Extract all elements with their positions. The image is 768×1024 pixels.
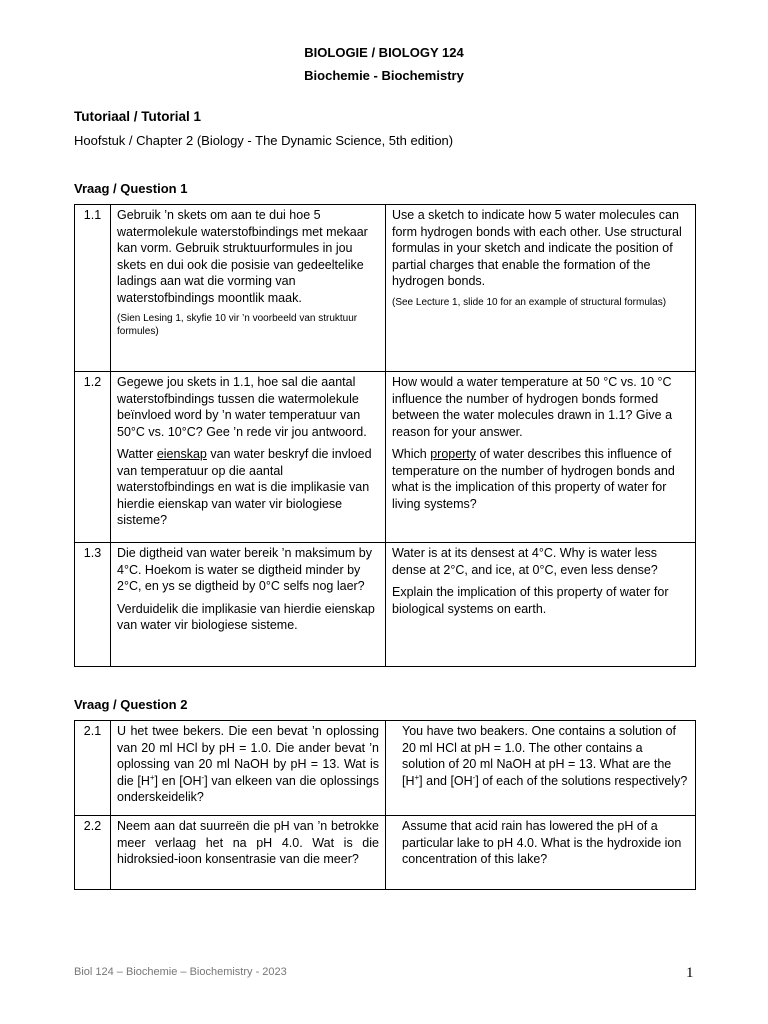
table-row (75, 543, 696, 667)
course-title: BIOLOGIE / BIOLOGY 124 (304, 45, 464, 60)
question-2-heading: Vraag / Question 2 (74, 697, 188, 712)
english-text: Water is at its densest at 4°C. Why is water less dense at 2°C, and ice, at 0°C, even less dense? (392, 546, 658, 577)
question-1-table (74, 204, 696, 667)
page-number: 1 (686, 965, 694, 981)
afrikaans-cell (111, 372, 386, 543)
chapter-reference: Hoofstuk / Chapter 2 (Biology - The Dynamic Science, 5th edition) (74, 133, 454, 148)
table-row (75, 721, 696, 816)
english-cell (386, 543, 696, 667)
afrikaans-text: Watter eienskap van water beskryf die invloed van temperatuur op die aantal waterstofbindings en wat is die implikasie van hierdie eienskap van water vir biologiese sisteme? (117, 447, 372, 527)
afrikaans-text: Gegewe jou skets in 1.1, hoe sal die aantal waterstofbindings tussen die watermolekule beïnvloed word by ’n water temperatuur van 50°C vs. 10°C? Gee ’n rede vir jou antwoord. (117, 375, 367, 439)
afrikaans-text: Die digtheid van water bereik ’n maksimum by 4°C. Hoekom is water se digtheid minder by 2°C, en ys se digtheid by 0°C selfs nog laer? (117, 546, 372, 593)
english-text: Use a sketch to indicate how 5 water molecules can form hydrogen bonds with each other. Use structural formulas in your sketch and indicate the position of partial charges that enable the formation of the hydrogen bonds. (392, 208, 682, 288)
footer-text: Biol 124 – Biochemie – Biochemistry - 2023 (74, 966, 287, 978)
english-cell (386, 205, 696, 372)
tutorial-title: Tutoriaal / Tutorial 1 (74, 109, 202, 124)
afrikaans-cell (111, 543, 386, 667)
table-row (75, 816, 696, 890)
afrikaans-text: Gebruik ’n skets om aan te dui hoe 5 watermolekule waterstofbindings met mekaar kan vorm. Gebruik struktuurformules in jou skets en dui ook die posisie van gedeeltelike ladings aan wat die vorming van waterstofbindings moontlik maak. (117, 208, 368, 305)
afrikaans-cell: U het twee bekers. Die een bevat ’n oplossing van 20 ml HCl by pH = 1.0. Die ander bevat ’n oplossing van 20 ml NaOH by pH = 13. Wat is die [H+] en [OH-] van elkeen van die oplossings onderskeidelik? (111, 721, 386, 816)
afrikaans-note: (Sien Lesing 1, skyfie 10 vir ’n voorbeeld van struktuur formules) (117, 313, 358, 337)
english-text: Which property of water describes this influence of temperature on the number of hydrogen bonds and what is the implication of this property of water for living systems? (392, 447, 675, 511)
question-number: 2.2 (75, 816, 111, 890)
afrikaans-cell: Neem aan dat suurreën die pH van ’n betrokke meer verlaag het na pH 4.0. Wat is die hidroksied-ioon konsentrasie van die meer? (111, 816, 386, 890)
afrikaans-text: Verduidelik die implikasie van hierdie eienskap van water vir biologiese sisteme. (117, 601, 375, 632)
underlined-term: property (430, 447, 477, 461)
table-row (75, 205, 696, 372)
question-number: 2.1 (75, 721, 111, 816)
question-number: 1.2 (75, 372, 111, 543)
subject-title: Biochemie - Biochemistry (304, 68, 464, 83)
english-note: (See Lecture 1, slide 10 for an example of structural formulas) (392, 296, 667, 308)
afrikaans-cell (111, 205, 386, 372)
table-row (75, 372, 696, 543)
question-2-table (74, 720, 696, 890)
english-cell: Assume that acid rain has lowered the pH of a particular lake to pH 4.0. What is the hydroxide ion concentration of this lake? (386, 816, 696, 890)
question-1-heading: Vraag / Question 1 (74, 181, 188, 196)
question-number: 1.3 (75, 543, 111, 667)
english-text: How would a water temperature at 50 °C vs. 10 °C influence the number of hydrogen bonds formed between the water molecules drawn in 1.1? Give a reason for your answer. (392, 375, 673, 439)
question-number: 1.1 (75, 205, 111, 372)
english-text: Explain the implication of this property of water for biological systems on earth. (392, 585, 669, 616)
english-cell (386, 372, 696, 543)
english-cell: You have two beakers. One contains a solution of 20 ml HCl at pH = 1.0. The other contains a solution of 20 ml NaOH at pH = 13. What are the [H+] and [OH-] of each of the solutions respectively? (386, 721, 696, 816)
underlined-term: eienskap (156, 447, 207, 461)
